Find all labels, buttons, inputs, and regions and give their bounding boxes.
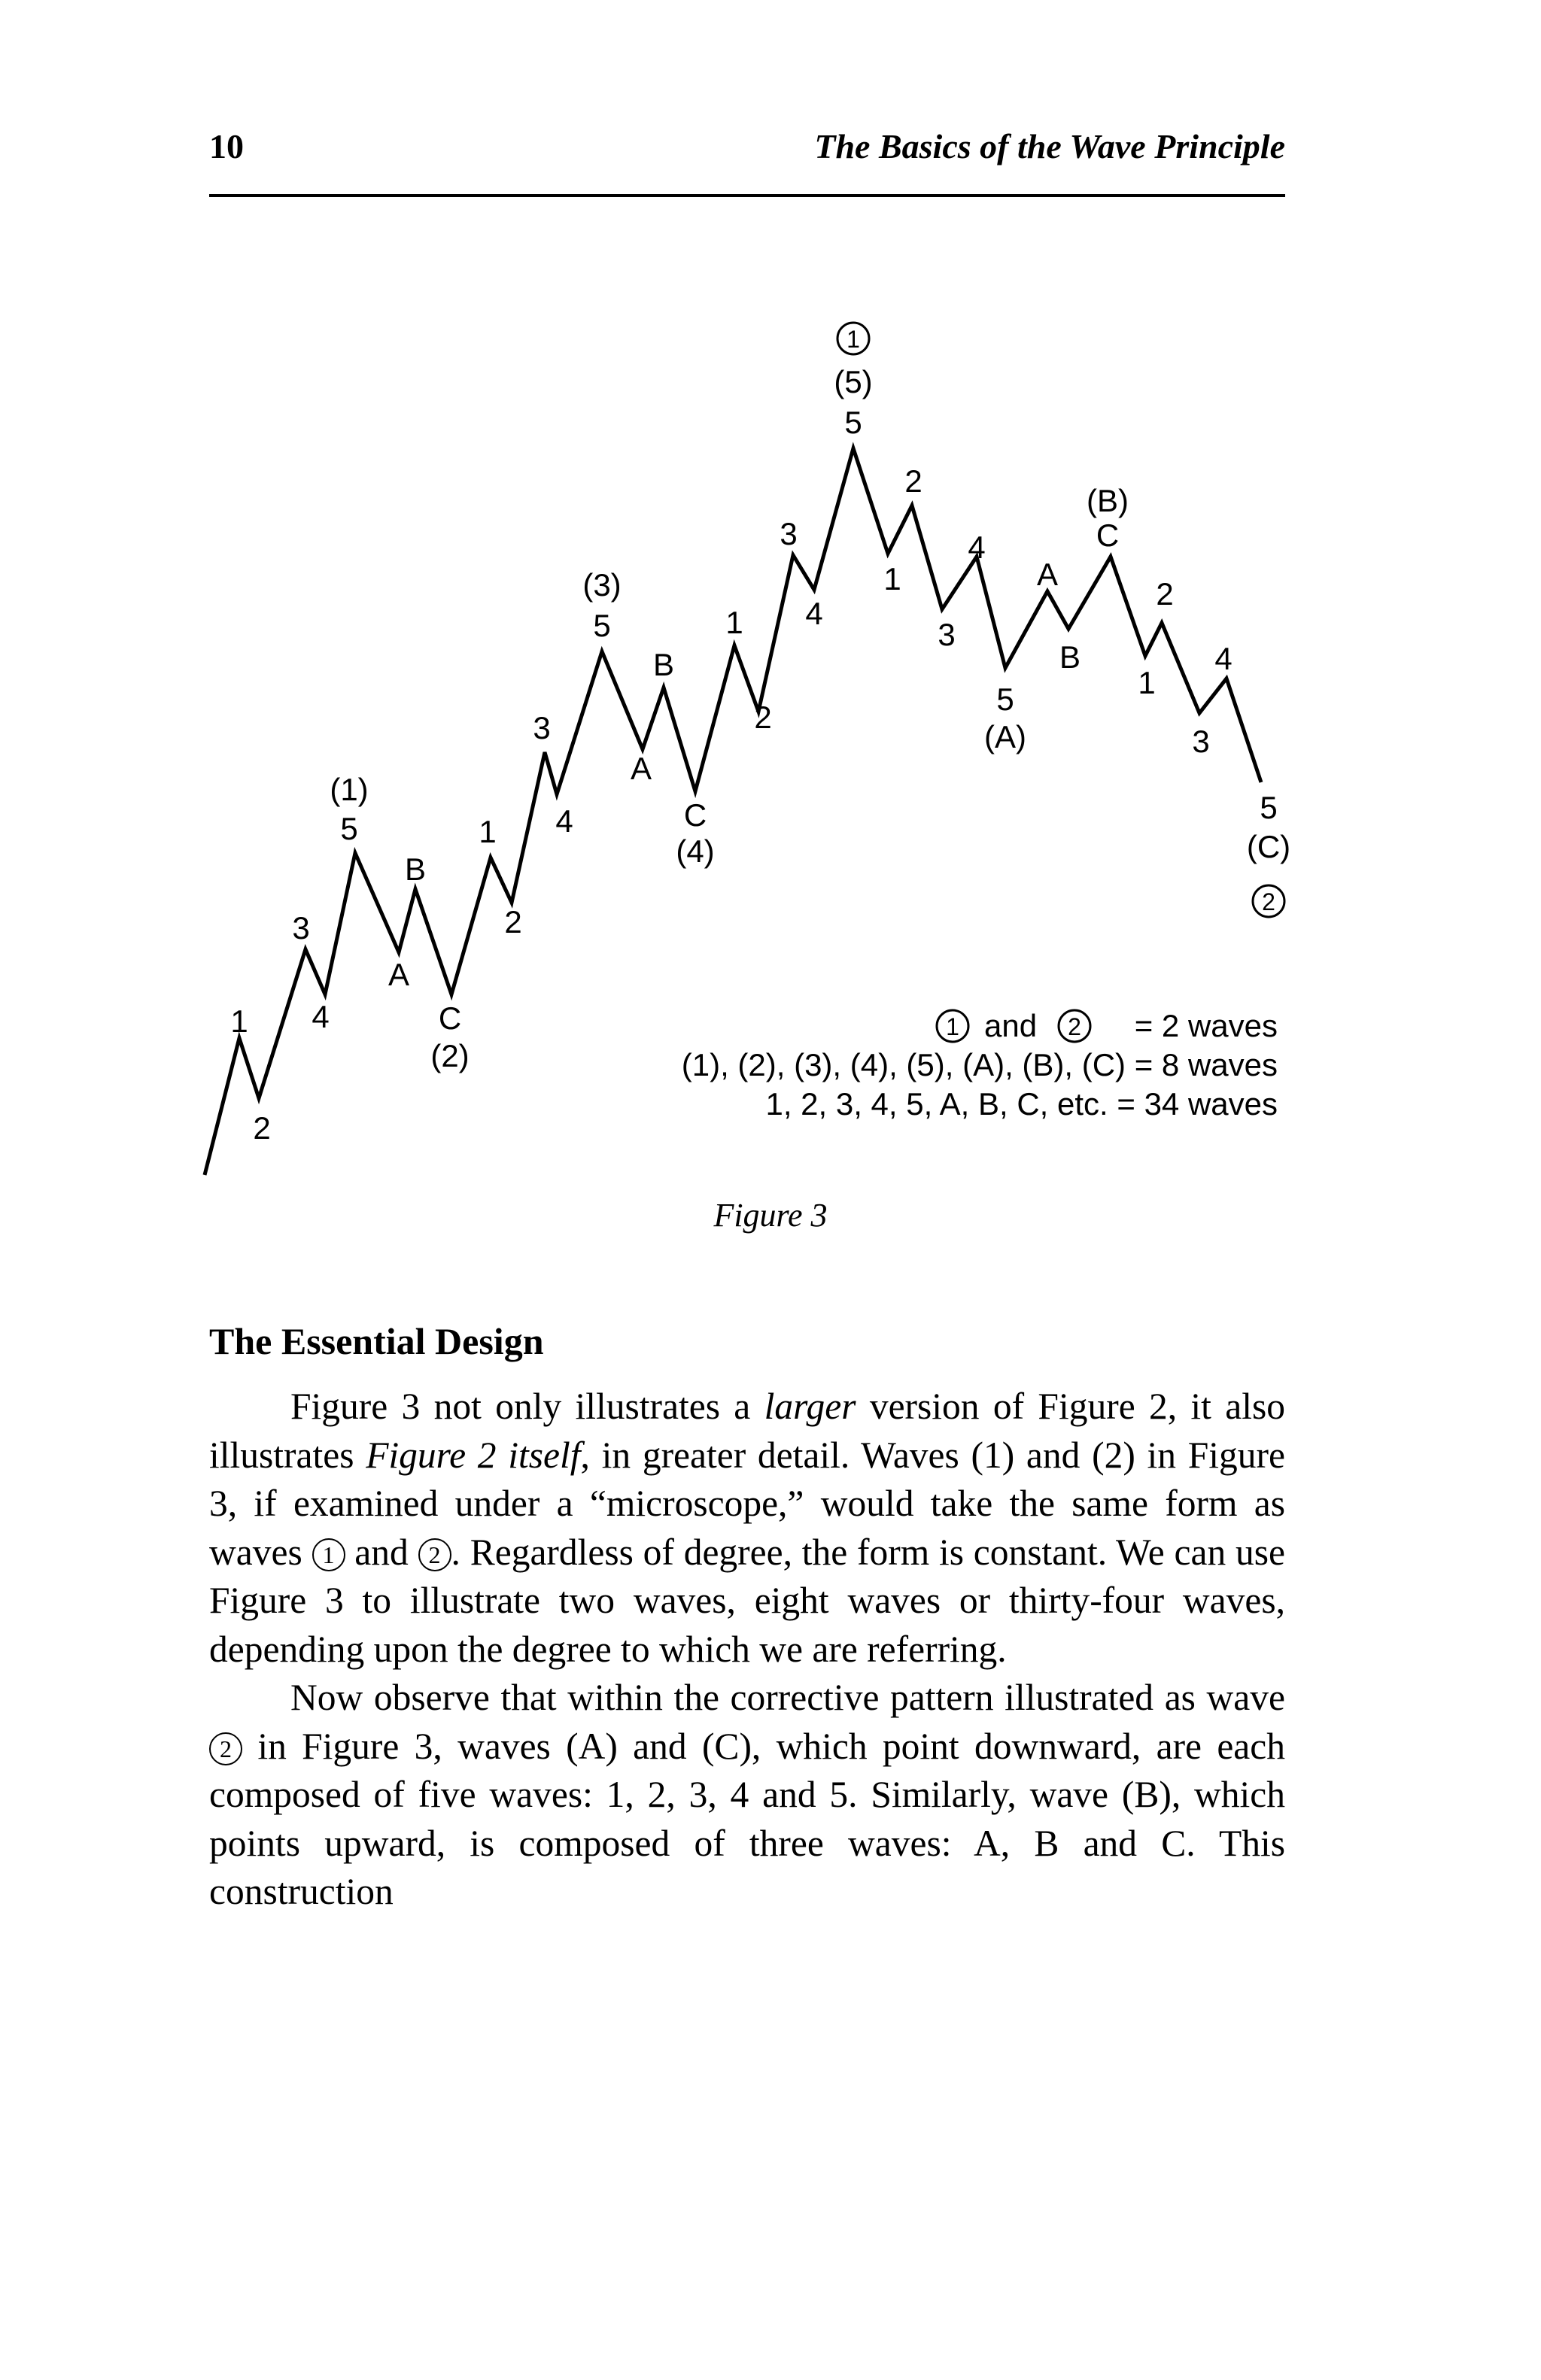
label-5: 5 — [340, 811, 358, 846]
label-degree-1: (1) — [330, 772, 369, 807]
label-A-1: 1 — [883, 561, 901, 597]
label-3-1: 1 — [479, 814, 497, 849]
label-degree-C: (C) — [1246, 829, 1291, 864]
label-5-2: 2 — [754, 700, 772, 735]
label-C-4: 4 — [1214, 641, 1232, 676]
label-A: A — [388, 957, 410, 992]
label-degree-3: (3) — [582, 567, 622, 603]
label-circled-1: 1 — [846, 326, 860, 353]
label-A-3: 3 — [938, 617, 956, 652]
legend-line-2: (1), (2), (3), (4), (5), (A), (B), (C) = 8 waves — [681, 1047, 1278, 1082]
label-degree-5: (5) — [834, 364, 873, 399]
label-2: 2 — [253, 1110, 271, 1146]
running-title: The Basics of the Wave Principle — [814, 127, 1285, 165]
label-3-4: 4 — [555, 803, 573, 839]
circled-numeral-1: 1 — [312, 1538, 345, 1571]
label-C: C — [438, 1000, 462, 1036]
legend-line-3: 1, 2, 3, 4, 5, A, B, C, etc. = 34 waves — [765, 1086, 1278, 1122]
paragraph-2: Now observe that within the corrective pattern illustrated as wave 2 in Figure 3, waves (A) and (C), which point downward, are each composed of five waves: 1, 2, 3, 4 and 5. Similarly, wave (B), which points upward, is composed of three waves: A, B and C. This construction — [209, 1677, 1285, 1912]
legend-circled-2: 2 — [1068, 1013, 1081, 1040]
label-1: 1 — [230, 1003, 248, 1039]
legend-and: and — [984, 1008, 1038, 1043]
label-circled-2: 2 — [1262, 888, 1275, 915]
label-B-B: B — [1059, 639, 1081, 675]
label-A-4: 4 — [968, 530, 986, 565]
label-C-5: 5 — [1260, 790, 1278, 825]
label-3-3: 3 — [533, 710, 551, 745]
label-degree-2: (2) — [430, 1038, 470, 1073]
label-degree-A: (A) — [984, 719, 1026, 754]
label-degree-4: (4) — [676, 833, 715, 869]
label-4-A: A — [630, 751, 652, 786]
label-B-C: C — [1096, 518, 1120, 553]
label-B: B — [404, 852, 427, 887]
label-A-2: 2 — [904, 463, 922, 499]
label-3-2: 2 — [504, 904, 522, 940]
circled-numeral-2: 2 — [418, 1538, 451, 1571]
page-number: 10 — [209, 127, 244, 165]
figure-caption: Figure 3 — [713, 1197, 828, 1234]
label-4: 4 — [312, 999, 330, 1034]
label-4-B: B — [652, 647, 675, 682]
label-5-4: 4 — [805, 596, 823, 631]
label-3-5: 5 — [593, 608, 611, 643]
label-3: 3 — [292, 910, 310, 946]
label-C-3: 3 — [1192, 724, 1210, 759]
label-A-5: 5 — [996, 682, 1014, 717]
section-heading: The Essential Design — [209, 1320, 544, 1362]
label-degree-B: (B) — [1087, 483, 1129, 518]
label-4-C: C — [683, 797, 707, 833]
paragraph-1: Figure 3 not only illustrates a larger version of Figure 2, it also illustrates Figure 2 itself, in greater detail. Waves (1) and (2) in Figure 3, if examined under a “microscope,” would take the same form as waves 1 and 2 . Regardless of degree, the form is constant. We can use Figure 3 to illustrate two waves, eight waves or thirty-four waves, depending upon the degree to which we are referring. — [209, 1386, 1286, 1670]
label-5-3: 3 — [780, 516, 798, 551]
circled-numeral-2: 2 — [209, 1732, 242, 1765]
label-5-1: 1 — [725, 605, 743, 640]
body-text — [209, 1383, 1285, 1917]
legend-line-1: = 2 waves — [1134, 1008, 1278, 1043]
label-B-A: A — [1036, 557, 1059, 592]
label-C-1: 1 — [1138, 665, 1156, 700]
legend-circled-1: 1 — [946, 1013, 959, 1040]
label-C-2: 2 — [1156, 576, 1174, 612]
label-5-5: 5 — [844, 405, 862, 440]
